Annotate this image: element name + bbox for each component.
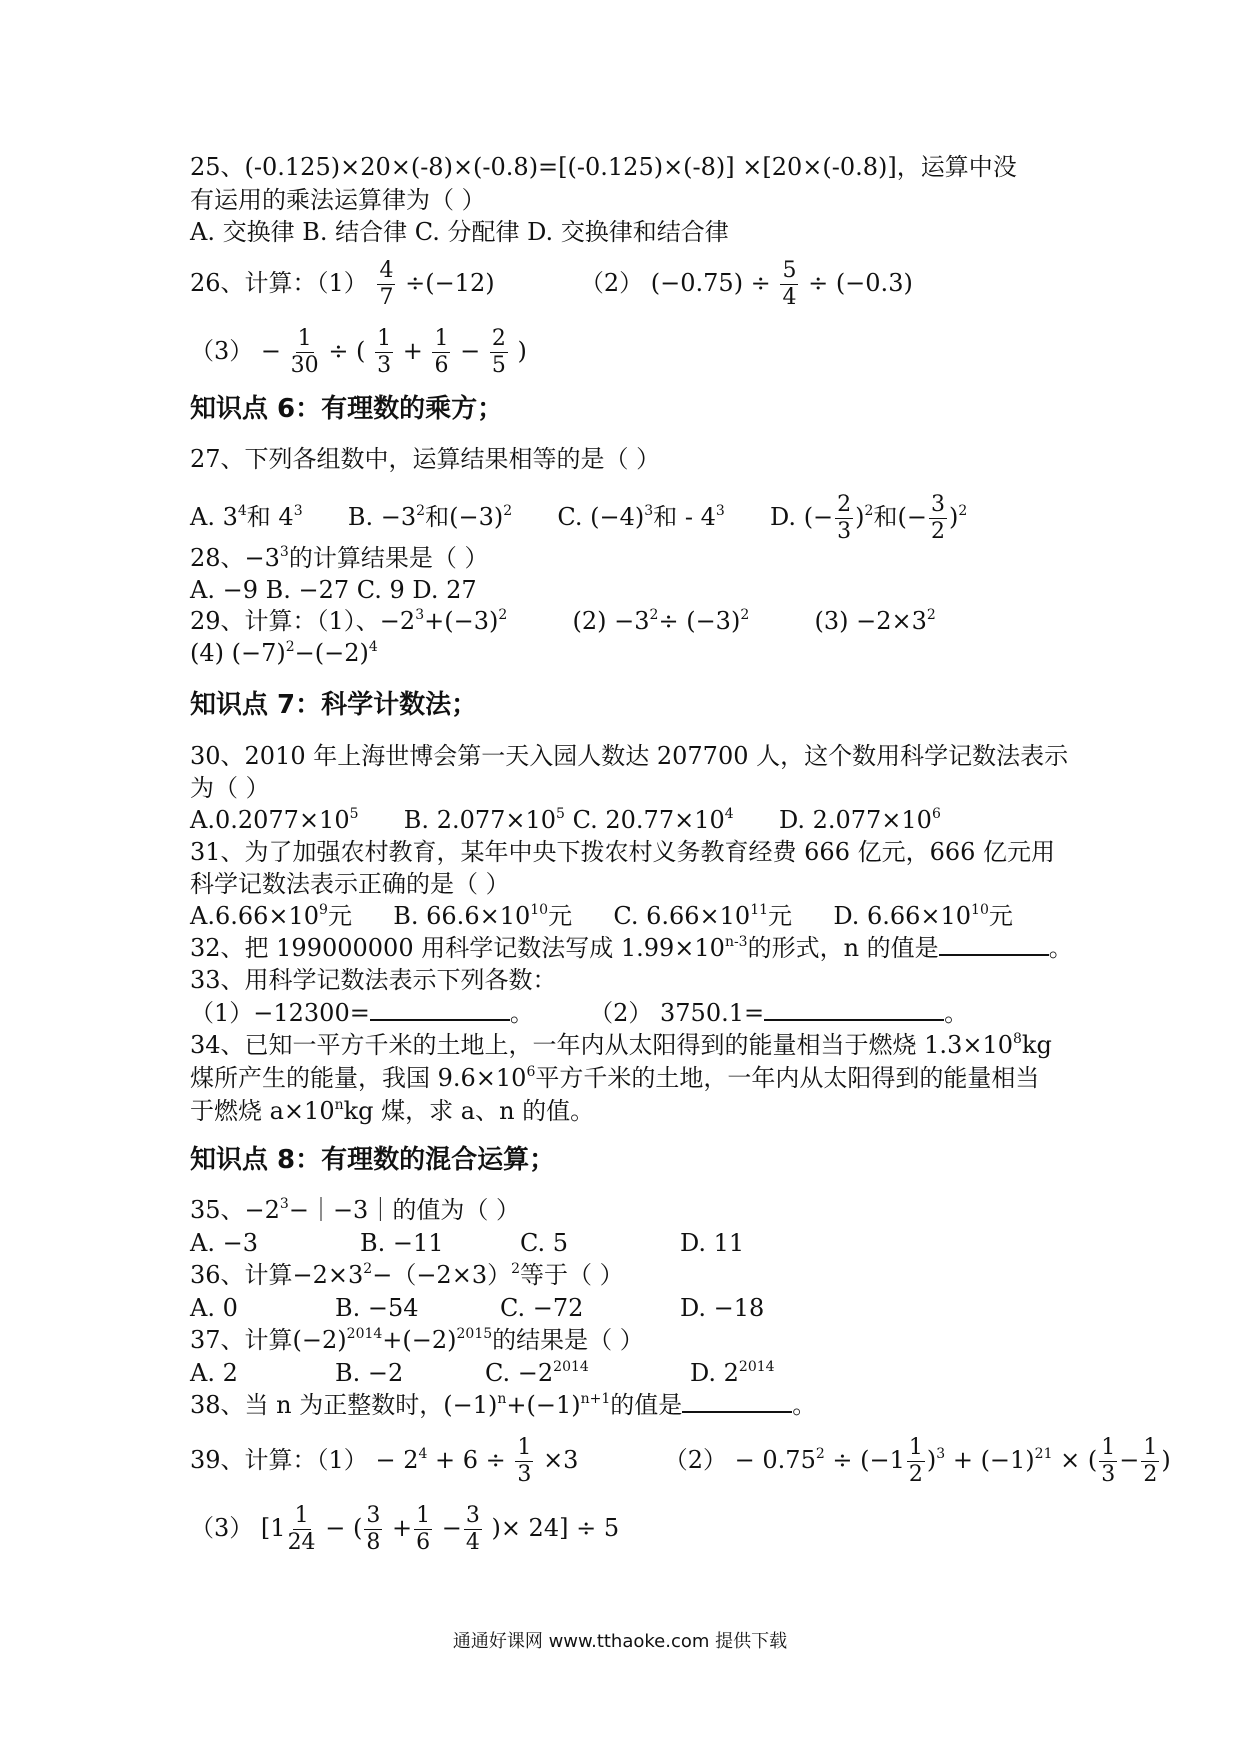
q26-p3-fraction-1: $\frac{1}{30}$	[290, 326, 319, 378]
q27-d-fraction-1: $\frac{2}{3}$	[837, 492, 852, 544]
q26-p2-head: (−0.75) ÷	[650, 269, 771, 297]
q26-p3-label: （3）	[190, 337, 254, 365]
q26-p3-div: ÷ (	[328, 337, 366, 365]
q33-line1: 33、用科学记数法表示下列各数：	[190, 966, 557, 994]
q26-line2	[190, 328, 527, 377]
section-heading-7: 知识点 7：科学计数法；	[190, 690, 478, 720]
q28-options: A. −9 B. −27 C. 9 D. 27	[190, 576, 477, 604]
q34-line1: 34、已知一平方千米的土地上，一年内从太阳得到的能量相当于燃烧 $1.3\times 10^8kg$	[190, 1031, 1052, 1059]
q26-line1	[190, 260, 913, 309]
q26-p2-tail: ÷ (−0.3)	[808, 269, 913, 297]
q32-answer-blank[interactable]	[939, 934, 1049, 956]
q28-line1: 28、$-3^3$的计算结果是（ ）	[190, 544, 489, 572]
q27-d-fraction-2: $\frac{3}{2}$	[930, 492, 945, 544]
q39-p3-fraction-1: $\frac{1}{24}$	[287, 1503, 316, 1555]
q36-line1: 36、计算$-2\times 3^2-(-2\times 3)^2$等于（ ）	[190, 1261, 624, 1289]
q33-answer-blank-1[interactable]	[370, 999, 510, 1021]
section-heading-8: 知识点 8：有理数的混合运算；	[190, 1145, 556, 1175]
q39-p3-fraction-3: $\frac{1}{6}$	[416, 1503, 431, 1555]
q26-p2-label: （2）	[579, 269, 644, 297]
q26-label: 26、计算：（1）	[190, 269, 368, 297]
q27-line1: 27、下列各组数中，运算结果相等的是（ ）	[190, 445, 661, 473]
q31-line2: 科学记数法表示正确的是（ ）	[190, 870, 510, 898]
page-footer: 通通好课网 www.tthaoke.com 提供下载	[452, 1631, 788, 1652]
q25-options: A. 交换律 B. 结合律 C. 分配律 D. 交换律和结合律	[190, 218, 729, 246]
q29-line1: 29、计算：（1）、$-2^3+(-3)^2$ $(2) -3^2\div (-3)^2$ $(3) -2\times 3^2$	[190, 607, 936, 635]
q29-line2: (4) $(-7)^2-(-2)^4$	[190, 639, 378, 667]
q26-p3-fraction-2: $\frac{1}{3}$	[377, 326, 392, 378]
q30-line2: 为（ ）	[190, 774, 270, 802]
q26-p3-minus: −	[260, 337, 282, 365]
section-heading-6: 知识点 6：有理数的乘方；	[190, 394, 504, 424]
q39-line2: （3） [1 $\frac{1}{24}$ − ( $\frac{3}{8}$ + $\frac{1}{6}$ − $\frac{3}{4}$ )× 24] ÷ 5	[190, 1503, 620, 1555]
q31-options: $A.6.66\times 10^9$元 B. $66.6\times 10^{10}$元 C. $6.66\times 10^{11}$元 D. $6.66\times 10^{10}$元	[190, 902, 1013, 930]
q39-p3-fraction-4: $\frac{3}{4}$	[465, 1503, 480, 1555]
q33-line2: （1）−12300= 。 （2） 3750.1= 。	[190, 999, 969, 1027]
q26-p3-fraction-4: $\frac{2}{5}$	[491, 326, 506, 378]
q38-line: 38、当 n 为正整数时，$(-1)^n+(-1)^{n+1}$的值是 。	[190, 1391, 817, 1419]
q26-p3-plus: +	[402, 337, 423, 365]
q39-p1-fraction: $\frac{1}{3}$	[517, 1435, 532, 1487]
q26-p3-fraction-3: $\frac{1}{6}$	[434, 326, 449, 378]
q27-options: A. $3^4$和 $4^3$ B. $-3^2$和$(-3)^2$ C. $(-4)^3$和 - $4^3$ D. (− $\frac{2}{3}$ )$^2$和(− $\frac{3}{2}$ )$^2$	[190, 492, 968, 544]
q30-options: $A.0.2077\times 10^5$ B. $2.077\times 10^5$ C. $20.77\times 10^4$ D. $2.077\times 10^6$	[190, 806, 941, 834]
q33-answer-blank-2[interactable]	[764, 999, 944, 1021]
q31-line1: 31、为了加强农村教育，某年中央下拨农村义务教育经费 666 亿元，666 亿元用	[190, 838, 1056, 866]
q34-line2: 煤所产生的能量，我国 $9.6\times 10^6$平方千米的土地，一年内从太阳得到的能量相当	[190, 1064, 1040, 1092]
q37-line1: 37、计算$(-2)^{2014}+(-2)^{2015}$的结果是（ ）	[190, 1326, 644, 1354]
q26-p1-tail: ÷(−12)	[405, 269, 495, 297]
q39-line1: 39、计算：$(1) - 2^4 + 6$ ÷ $\frac{1}{3}$ ×3 $(2) - 0.75^2 \div (-1$ $\frac{1}{2}$ )$^3 + (-1)^{21}$ × ( $\frac{1}{3}$ − $\frac{1}{2}$ )	[190, 1435, 1171, 1487]
q26-p1-fraction: $\frac{4}{7}$	[379, 258, 394, 310]
q39-p2-fraction-1: $\frac{1}{2}$	[908, 1435, 923, 1487]
q32-line: 32、把 199000000 用科学记数法写成 $1.99\times 10^{n-3}$的形式，n 的值是 。	[190, 934, 1073, 962]
q30-line1: 30、2010 年上海世博会第一天入园人数达 207700 人，这个数用科学记数法表示	[190, 742, 1069, 770]
q39-p3-fraction-2: $\frac{3}{8}$	[366, 1503, 381, 1555]
q38-answer-blank[interactable]	[682, 1391, 792, 1413]
q25-line2: 有运用的乘法运算律为（ ）	[190, 186, 486, 214]
q35-line1: 35、$-2^3-|-3|$的值为（ ）	[190, 1196, 520, 1224]
q25-line1: 25、(-0.125)×20×(-8)×(-0.8)=[(-0.125)×(-8)] ×[20×(-0.8)]，运算中没	[190, 153, 1017, 181]
q39-p2-fraction-3: $\frac{1}{2}$	[1143, 1435, 1158, 1487]
worksheet-page: 25、(-0.125)×20×(-8)×(-0.8)=[(-0.125)×(-8)] ×[20×(-0.8)]，运算中没 有运用的乘法运算律为（ ） A. 交换律 B. 结合律 C. 分配律 D. 交换律和结合律 26、计算：（1） $\frac{4}{7}$ ÷(−12) （2） (−0.75) ÷ $\frac{5}{4}$ ÷ (−0.3) （3） − $\frac{1}{30}$ ÷ ( $\frac{1}{3}$ + $\frac{1}{6}$ − $\frac{2}{5}$ ) 知识点 6：有理数的乘方； 27、下列各组数中，运算结果相等的是（ ） A. $3^4$和 $4^3$ B. $-3^2$和$(-3)^2$ C. $(-4)^3$和 - $4^3$ D. (− $\frac{2}{3}$ )$^2$和(− $\frac{3}{2}$ )$^2$ 28、$-3^3$的计算结果是（ ） A. −9 B. −27 C. 9 D. 27 29、计算：（1）、$-2^3+(-3)^2$ $(2) -3^2\div (-3)^2$ $(3) -2\times 3^2$ (4) $(-7)^2-(-2)^4$ 知识点 7：科学计数法； 30、2010 年上海世博会第一天入园人数达 207700 人，这个数用科学记数法表示 为（ ） $A.0.2077\times 10^5$ B. $2.077\times 10^5$ C. $20.77\times 10^4$ D. $2.077\times 10^6$ 31、为了加强农村教育，某年中央下拨农村义务教育经费 666 亿元，666 亿元用 科学记数法表示正确的是（ ） $A.6.66\times 10^9$元 B. $66.6\times 10^{10}$元 C. $6.66\times 10^{11}$元 D. $6.66\times 10^{10}$元 32、把 199000000 用科学记数法写成 $1.99\times 10^{n-3}$的形式，n 的值是 。 33、用科学记数法表示下列各数： （1）−12300= 。 （2） 3750.1= 。 34、已知一平方千米的土地上，一年内从太阳得到的能量相当于燃烧 $1.3\times 10^8kg$ 煤所产生的能量，我国 $9.6\times 10^6$平方千米的土地，一年内从太阳得到的能量相当 于燃烧 $a\times 10^nkg$ 煤，求 a、n 的值。 知识点 8：有理数的混合运算； 35、$-2^3-|-3|$的值为（ ） A. −3 B. −11 C. 5 D. 11 36、计算$-2\times 3^2-(-2\times 3)^2$等于（ ） A. 0 B. −54 C. −72 D. −18 37、计算$(-2)^{2014}+(-2)^{2015}$的结果是（ ） A. 2 B. −2 C. $-2^{2014}$ D. $2^{2014}$ 38、当 n 为正整数时，$(-1)^n+(-1)^{n+1}$的值是 。 39、计算：$(1) - 2^4 + 6$ ÷ $\frac{1}{3}$ ×3 $(2) - 0.75^2 \div (-1$ $\frac{1}{2}$ )$^3 + (-1)^{21}$ × ( $\frac{1}{3}$ − $\frac{1}{2}$ ) （3） [1 $\frac{1}{24}$ − ( $\frac{3}{8}$ + $\frac{1}{6}$ − $\frac{3}{4}$ )× 24] ÷ 5 通通好课网 www.tthaoke.com 提供下载	[0, 0, 1240, 1754]
q34-line3: 于燃烧 $a\times 10^nkg$ 煤，求 a、n 的值。	[190, 1097, 595, 1125]
q26-p3-close: )	[517, 337, 527, 365]
q39-p2-fraction-2: $\frac{1}{3}$	[1101, 1435, 1116, 1487]
q26-p3-minus2: −	[460, 337, 481, 365]
q26-p2-fraction: $\frac{5}{4}$	[782, 258, 797, 310]
